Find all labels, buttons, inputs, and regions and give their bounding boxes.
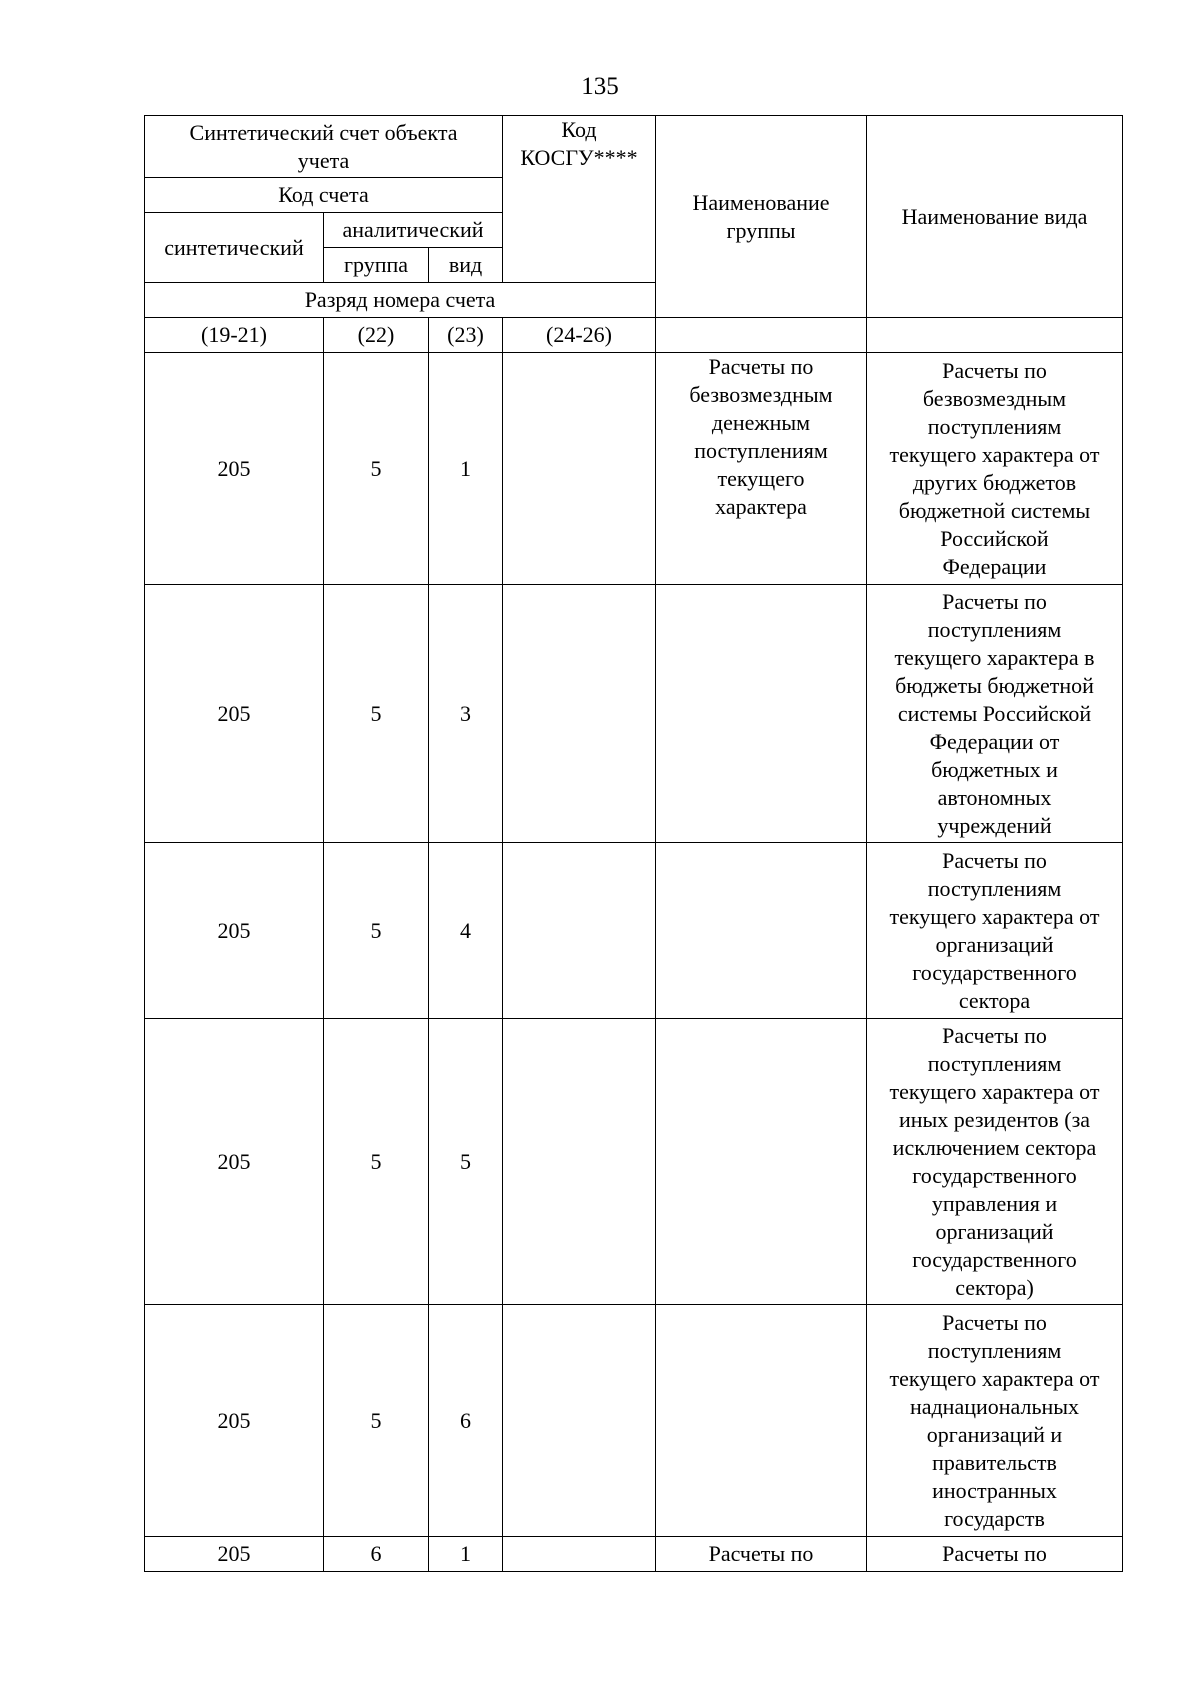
cell-group-name <box>656 1019 867 1305</box>
header-analytical: аналитический <box>324 213 503 248</box>
cell-kosgu <box>503 353 656 585</box>
cell-group-name <box>656 585 867 843</box>
cell-synthetic: 205 <box>145 1305 324 1537</box>
table-row <box>145 1305 1123 1537</box>
table-row <box>145 353 1123 585</box>
header-group: группа <box>324 248 429 283</box>
cell-kosgu <box>503 585 656 843</box>
cell-synthetic: 205 <box>145 843 324 1019</box>
cell-type-name: Расчеты по безвозмездным поступлениям текущего характера от других бюджетов бюджетной системы Российской Федерации <box>867 353 1123 585</box>
header-group-name: Наименование группы <box>656 116 867 318</box>
cell-group-name <box>656 843 867 1019</box>
cell-group: 5 <box>324 843 429 1019</box>
header-kosgu: Код КОСГУ**** <box>503 116 656 283</box>
cell-kosgu <box>503 843 656 1019</box>
table-row <box>145 1537 1123 1572</box>
cell-type: 6 <box>429 1305 503 1537</box>
header-synthetic: синтетический <box>145 213 324 283</box>
cell-type: 4 <box>429 843 503 1019</box>
accounts-table <box>144 115 1123 1572</box>
header-digit-rank: Разряд номера счета <box>145 283 656 318</box>
cell-group-name <box>656 1305 867 1537</box>
table-row <box>145 843 1123 1019</box>
rank-cell: (22) <box>324 318 429 353</box>
cell-synthetic: 205 <box>145 353 324 585</box>
cell-type-name: Расчеты по поступлениям текущего характера от наднациональных организаций и правительств иностранных государств <box>867 1305 1123 1537</box>
cell-group: 5 <box>324 353 429 585</box>
header-type-name: Наименование вида <box>867 116 1123 318</box>
cell-type-name: Расчеты по поступлениям текущего характера от организаций государственного сектора <box>867 843 1123 1019</box>
rank-cell: (24-26) <box>503 318 656 353</box>
header-type: вид <box>429 248 503 283</box>
table-row <box>145 1019 1123 1305</box>
cell-synthetic: 205 <box>145 585 324 843</box>
cell-type: 1 <box>429 1537 503 1572</box>
cell-kosgu <box>503 1537 656 1572</box>
cell-type-name: Расчеты по поступлениям текущего характера от иных резидентов (за исключением сектора государственного управления и организаций государственного сектора) <box>867 1019 1123 1305</box>
cell-synthetic: 205 <box>145 1537 324 1572</box>
header-row-1 <box>145 116 1123 178</box>
rank-cell <box>656 318 867 353</box>
cell-type-name: Расчеты по поступлениям текущего характера в бюджеты бюджетной системы Российской Федерации от бюджетных и автономных учреждений <box>867 585 1123 843</box>
rank-cell <box>867 318 1123 353</box>
page-number: 135 <box>581 73 619 100</box>
cell-type: 5 <box>429 1019 503 1305</box>
cell-group-name: Расчеты по <box>656 1537 867 1572</box>
header-synthetic-account: Синтетический счет объекта учета <box>145 116 503 178</box>
cell-type-name: Расчеты по <box>867 1537 1123 1572</box>
cell-synthetic: 205 <box>145 1019 324 1305</box>
rank-row <box>145 318 1123 353</box>
cell-type: 3 <box>429 585 503 843</box>
cell-group-name: Расчеты по безвозмездным денежным поступлениям текущего характера <box>656 353 867 585</box>
cell-group: 5 <box>324 1019 429 1305</box>
table-row <box>145 585 1123 843</box>
cell-kosgu <box>503 1305 656 1537</box>
rank-cell: (23) <box>429 318 503 353</box>
cell-type: 1 <box>429 353 503 585</box>
cell-group: 5 <box>324 585 429 843</box>
cell-kosgu <box>503 1019 656 1305</box>
header-account-code: Код счета <box>145 178 503 213</box>
cell-group: 6 <box>324 1537 429 1572</box>
cell-group: 5 <box>324 1305 429 1537</box>
rank-cell: (19-21) <box>145 318 324 353</box>
